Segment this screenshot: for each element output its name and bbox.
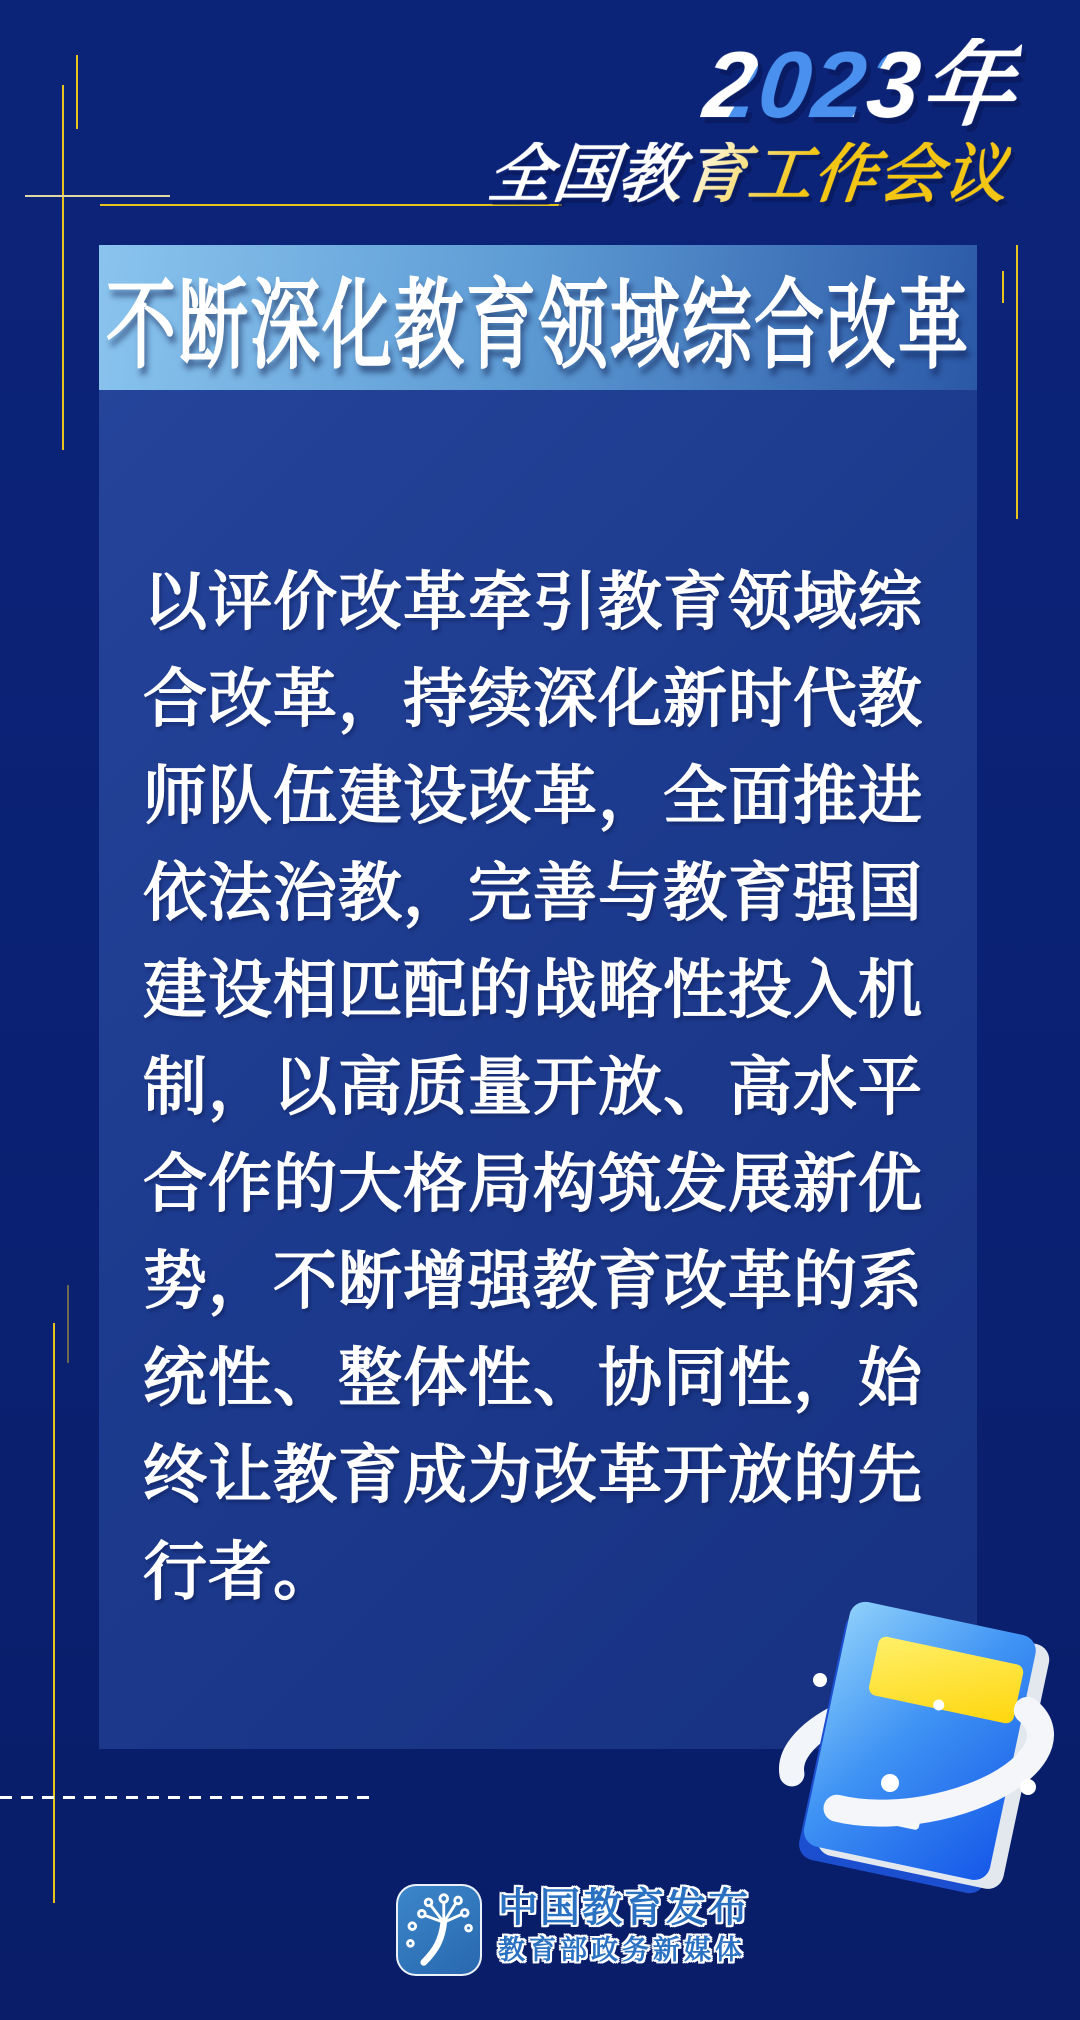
decor-vline-top-left-long	[62, 85, 64, 450]
body-text	[143, 554, 943, 1621]
dandelion-drawing	[398, 1886, 480, 1974]
decor-dashed-line	[0, 1796, 372, 1799]
body-text-line: 师队伍建设改革，全面推进	[143, 760, 923, 832]
brand-text-block	[498, 1884, 750, 1964]
body-text-line: 终让教育成为改革开放的先	[143, 1439, 923, 1511]
dandelion-logo-icon	[396, 1884, 482, 1976]
body-text-line: 以评价改革牵引教育领域综	[143, 566, 923, 638]
headline-text: 不断深化教育领域综合改革	[106, 270, 970, 380]
brand-subtitle: 教育部政务新媒体	[498, 1935, 746, 1965]
decor-vtick-top-right	[1002, 271, 1004, 303]
decor-hline-top-left	[25, 195, 170, 197]
year-title: 2023年	[493, 38, 1023, 132]
decor-vline-top-right	[1016, 245, 1018, 519]
body-text-line: 合改革，持续深化新时代教	[143, 663, 923, 735]
event-title: 全国教育工作会议	[484, 138, 1013, 210]
body-text-line: 依法治教，完善与教育强国	[143, 857, 923, 929]
body-text-line: 建设相匹配的战略性投入机	[143, 954, 923, 1026]
decor-vline-top-left-short	[76, 55, 78, 129]
headline-bar	[99, 245, 977, 390]
floating-dot	[881, 1774, 899, 1792]
title-block	[484, 32, 1024, 210]
body-text-line: 统性、整体性、协同性，始	[143, 1342, 923, 1414]
logo-block	[396, 1884, 750, 1976]
body-text-line: 势，不断增强教育改革的系	[143, 1245, 923, 1317]
decor-vtick-bottom-left	[67, 1285, 69, 1363]
body-text-line: 行者。	[143, 1536, 338, 1608]
floating-dot	[813, 1673, 827, 1687]
body-text-line: 制，以高质量开放、高水平	[143, 1051, 923, 1123]
body-text-line: 合作的大格局构筑发展新优	[143, 1148, 923, 1220]
book-body	[796, 1598, 1053, 1899]
decor-vline-bottom-left	[53, 1323, 55, 1903]
floating-dot	[1020, 1779, 1036, 1795]
brand-title: 中国教育发布	[498, 1886, 750, 1930]
